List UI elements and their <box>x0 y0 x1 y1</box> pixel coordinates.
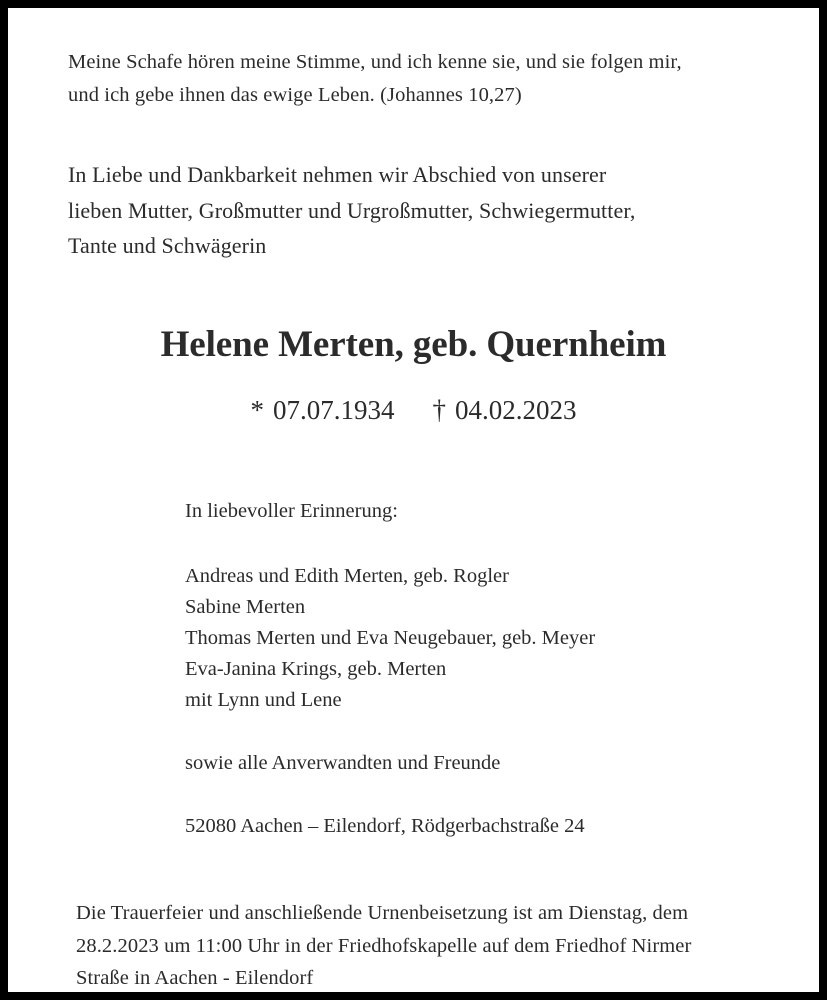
survivors-list <box>185 561 759 717</box>
deceased-name-block <box>68 263 759 366</box>
relatives-line: sowie alle Anverwandten und Freunde <box>185 752 501 775</box>
notice-sheet <box>8 8 819 992</box>
list-item: Eva-Janina Krings, geb. Merten <box>185 658 447 681</box>
scripture-line-1: Meine Schafe hören meine Stimme, und ich kenne sie, und sie folgen mir, <box>68 51 682 73</box>
service-details <box>68 840 759 995</box>
memorial-block <box>68 426 759 840</box>
birth-star-icon: * <box>250 394 264 425</box>
life-dates <box>68 366 759 426</box>
farewell-line-2: lieben Mutter, Großmutter und Urgroßmutter, Schwiegermutter, <box>68 197 636 223</box>
deceased-name: Helene Merten, geb. Quernheim <box>160 323 667 365</box>
list-item: Andreas und Edith Merten, geb. Rogler <box>185 564 509 587</box>
birth-date: 07.07.1934 <box>273 394 395 425</box>
service-line-2: 28.2.2023 um 11:00 Uhr in der Friedhofskapelle auf dem Friedhof Nirmer <box>76 934 692 957</box>
scripture-line-2: und ich gebe ihnen das ewige Leben. (Johannes 10,27) <box>68 84 522 107</box>
list-item: Sabine Merten <box>185 595 306 618</box>
death-cross-icon: † <box>432 394 446 425</box>
service-line-3: Straße in Aachen - Eilendorf <box>76 967 314 990</box>
list-item: Thomas Merten und Eva Neugebauer, geb. Meyer <box>185 627 596 649</box>
farewell-line-3: Tante und Schwägerin <box>68 232 267 258</box>
memorial-intro: In liebevoller Erinnerung: <box>185 500 398 523</box>
mourning-address: 52080 Aachen – Eilendorf, Rödgerbachstraße 24 <box>185 815 585 838</box>
list-item: mit Lynn und Lene <box>185 689 342 712</box>
farewell-line-1: In Liebe und Dankbarkeit nehmen wir Abschied von unserer <box>68 162 607 188</box>
scripture-quote <box>68 8 759 112</box>
farewell-text <box>68 112 759 263</box>
service-line-1: Die Trauerfeier und anschließende Urnenbeisetzung ist am Dienstag, dem <box>76 901 689 924</box>
death-date: 04.02.2023 <box>455 394 577 425</box>
